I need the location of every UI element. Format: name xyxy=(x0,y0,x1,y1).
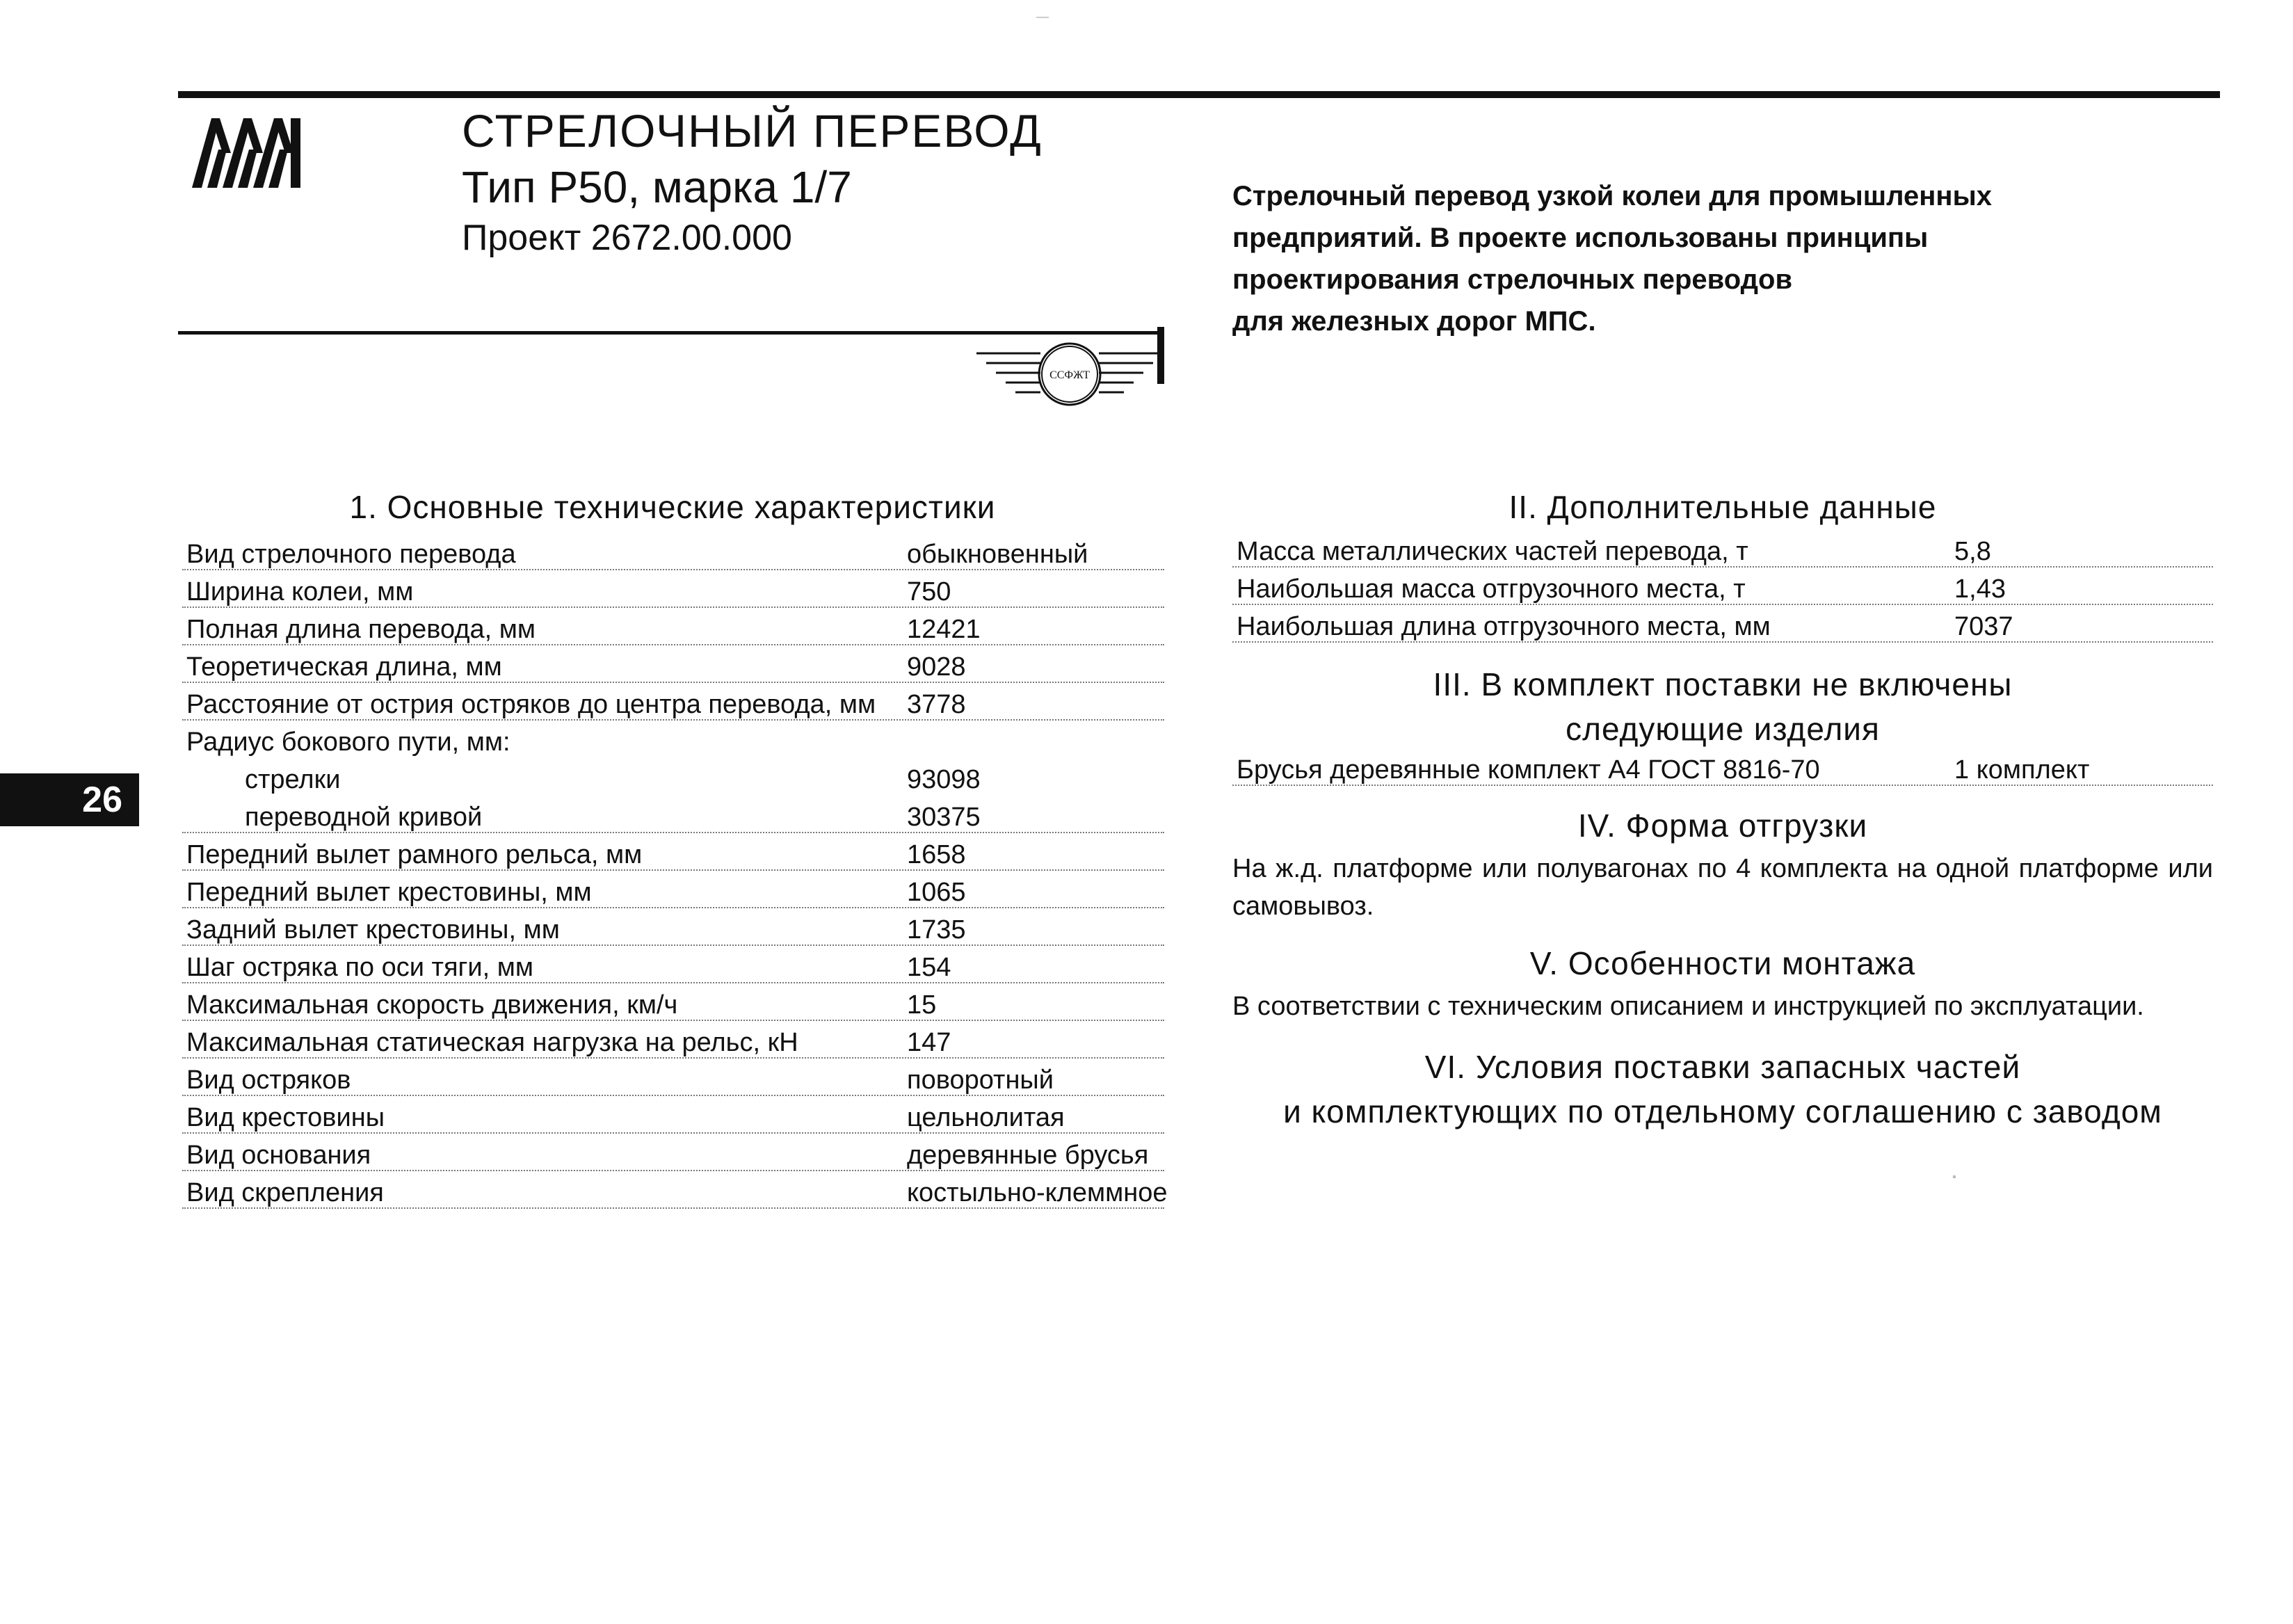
row-label: Брусья деревянные комплект А4 ГОСТ 8816-70 xyxy=(1237,755,1820,785)
row-value: обыкновенный xyxy=(907,540,1088,569)
row-value: 7037 xyxy=(1954,612,2013,641)
table-row xyxy=(182,1096,1164,1134)
table-row xyxy=(1232,605,2213,643)
row-value: костыльно-клеммное xyxy=(907,1178,1168,1207)
product-description xyxy=(1232,175,2192,342)
page-title: СТРЕЛОЧНЫЙ ПЕРЕВОД xyxy=(462,105,1043,156)
row-value: поворотный xyxy=(907,1066,1054,1095)
row-value: 30375 xyxy=(907,803,981,832)
row-label: Максимальная скорость движения, км/ч xyxy=(186,990,678,1020)
technical-specs-table xyxy=(182,533,1168,1209)
ssfzht-emblem xyxy=(972,332,1167,430)
row-label: Полная длина перевода, мм xyxy=(186,615,536,644)
row-value: 1065 xyxy=(907,878,966,907)
row-label: Расстояние от острия остряков до центра перевода, мм xyxy=(186,690,876,719)
description-line: для железных дорог МПС. xyxy=(1232,306,1596,337)
page-subtitle: Тип Р50, марка 1/7 xyxy=(462,162,852,212)
company-logo xyxy=(186,111,312,191)
row-value: 9028 xyxy=(907,652,966,682)
table-row xyxy=(182,570,1164,608)
section-6-heading xyxy=(1232,1045,2213,1134)
page-number-tab: 26 xyxy=(0,773,139,826)
table-row xyxy=(1232,568,2213,605)
row-value: 12421 xyxy=(907,615,981,644)
heading-line: III. В комплект поставки не включены xyxy=(1433,666,2013,702)
scan-speck xyxy=(1953,1175,1956,1178)
row-value: 1658 xyxy=(907,840,966,869)
row-label: Радиус бокового пути, мм: xyxy=(186,727,510,757)
row-label: Ширина колеи, мм xyxy=(186,577,414,606)
table-row xyxy=(182,946,1164,983)
installation-text: В соответствии с техническим описанием и инструкцией по эксплуатации. xyxy=(1232,992,2144,1021)
row-label: Максимальная статическая нагрузка на рельс, кН xyxy=(186,1028,798,1057)
row-label: Вид крестовины xyxy=(186,1103,385,1132)
row-label: Шаг остряка по оси тяги, мм xyxy=(186,953,533,982)
description-line: проектирования стрелочных переводов xyxy=(1232,264,1793,295)
row-value: 93098 xyxy=(907,765,981,794)
description-line: предприятий. В проекте использованы принципы xyxy=(1232,223,1929,253)
row-label: Передний вылет крестовины, мм xyxy=(186,878,592,907)
table-row xyxy=(182,983,1164,1021)
table-row xyxy=(1232,530,2213,568)
row-label: Вид скрепления xyxy=(186,1178,384,1207)
row-label: Наибольшая длина отгрузочного места, мм xyxy=(1237,612,1771,641)
row-label: Передний вылет рамного рельса, мм xyxy=(186,840,643,869)
table-row xyxy=(182,796,1164,833)
table-row xyxy=(182,1021,1164,1059)
additional-data-table xyxy=(1232,530,2213,643)
table-row xyxy=(182,758,1164,796)
project-number: Проект 2672.00.000 xyxy=(462,218,792,258)
table-row xyxy=(182,533,1164,570)
row-value: 1,43 xyxy=(1954,574,2006,604)
row-value: деревянные брусья xyxy=(907,1141,1149,1170)
table-row xyxy=(1232,748,2213,786)
row-label: Теоретическая длина, мм xyxy=(186,652,502,682)
row-label: Вид стрелочного перевода xyxy=(186,540,516,569)
table-row xyxy=(182,645,1164,683)
shipping-form-text: На ж.д. платформе или полувагонах по 4 комплекта на одной платформе или самовывоз. xyxy=(1232,854,2213,921)
row-value: 15 xyxy=(907,990,937,1020)
table-row xyxy=(182,1134,1164,1171)
table-row xyxy=(182,721,1164,758)
row-value: цельнолитая xyxy=(907,1103,1065,1132)
row-label: Вид остряков xyxy=(186,1066,351,1095)
excluded-items-table xyxy=(1232,748,2213,786)
row-label: Масса металлических частей перевода, т xyxy=(1237,537,1748,566)
heading-line: и комплектующих по отдельному соглашению с заводом xyxy=(1283,1093,2162,1129)
row-label: Наибольшая масса отгрузочного места, т xyxy=(1237,574,1746,604)
table-row xyxy=(182,833,1164,871)
table-row xyxy=(182,1059,1164,1096)
row-value: 1 комплект xyxy=(1954,755,2090,785)
row-value: 5,8 xyxy=(1954,537,1991,566)
row-value: 3778 xyxy=(907,690,966,719)
table-row xyxy=(182,871,1164,908)
row-label: Задний вылет крестовины, мм xyxy=(186,915,560,944)
table-row xyxy=(182,608,1164,645)
section-2-heading: II. Дополнительные данные xyxy=(1508,489,1937,525)
row-value: 147 xyxy=(907,1028,951,1057)
section-5-heading: V. Особенности монтажа xyxy=(1529,945,1916,981)
scan-speck xyxy=(1036,17,1049,18)
section-3-heading xyxy=(1232,662,2213,751)
row-label: Вид основания xyxy=(186,1141,371,1170)
section-4-heading: IV. Форма отгрузки xyxy=(1577,807,1868,844)
section-1-heading: 1. Основные технические характеристики xyxy=(349,489,996,525)
heading-line: VI. Условия поставки запасных частей xyxy=(1424,1049,2021,1085)
table-row xyxy=(182,683,1164,721)
table-row xyxy=(182,908,1164,946)
header-top-rule xyxy=(178,91,2220,98)
heading-line: следующие изделия xyxy=(1566,711,1880,747)
row-value: 750 xyxy=(907,577,951,606)
row-label: стрелки xyxy=(245,765,341,794)
emblem-text: ССФЖТ xyxy=(1049,369,1090,381)
table-row xyxy=(182,1171,1168,1209)
row-value: 1735 xyxy=(907,915,966,944)
row-label: переводной кривой xyxy=(245,803,483,832)
row-value: 154 xyxy=(907,953,951,982)
description-line: Стрелочный перевод узкой колеи для промышленных xyxy=(1232,181,1992,211)
